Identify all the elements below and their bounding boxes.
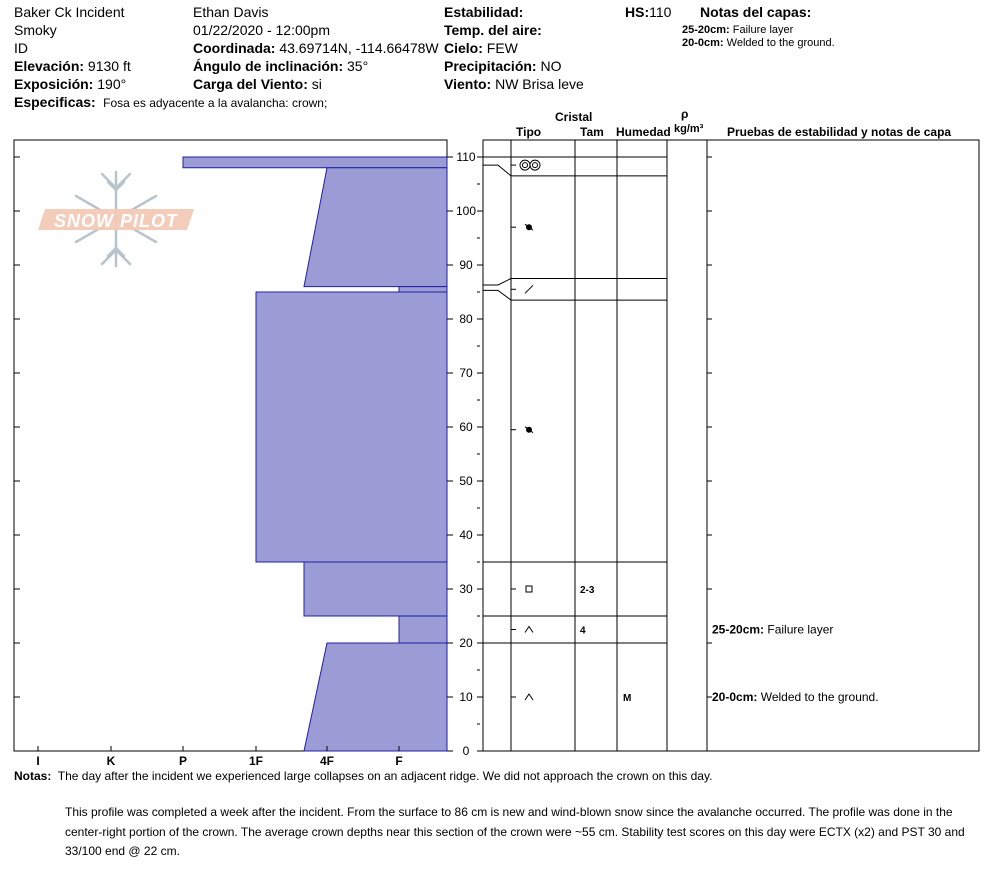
wind-value: NW Brisa leve [495,76,584,92]
strat-connector [483,279,511,285]
hs-label: HS: [625,4,650,20]
stability-label: Estabilidad: [444,4,524,20]
y-tick-label: 50 [459,474,473,488]
sky-label: Cielo: [444,40,483,56]
test-note [712,623,833,637]
y-tick-label: 30 [459,582,473,596]
col-type: Tipo [516,125,542,139]
layer-note-range: 25-20cm: [682,24,730,36]
wind-load-value: si [311,76,322,92]
layer-note-range: 20-0cm: [682,37,724,49]
layer-notes-label: Notas del capas: [700,4,812,20]
rounds-icon [520,160,530,170]
state-name: ID [14,40,28,56]
specifics-value: Fosa es adyacente a la avalancha: crown; [103,96,328,110]
slash-icon [525,285,533,293]
elevation-value: 9130 ft [87,58,131,74]
test-note-range: 25-20cm: [712,622,768,637]
hs-value: 110 [649,4,672,20]
test-note [712,690,879,704]
hardness-label: F [395,754,403,768]
layer-note-text: Failure layer [732,24,794,36]
strat-connector [483,290,511,300]
hardness-layer [304,643,447,751]
strat-lines [483,157,712,751]
y-tick-label: 70 [459,366,473,380]
hardness-layer [304,562,447,616]
elevation-label: Elevación: [14,58,85,74]
crystal-rows [511,160,631,704]
coord-label: Coordinada: [193,40,276,56]
col-tests: Pruebas de estabilidad y notas de capa [727,125,952,139]
hardness-layer [399,616,447,643]
snowpilot-logo [38,209,194,231]
hardness-label: K [106,754,116,768]
hardness-layer [399,287,447,292]
hardness-label: 1F [248,754,264,768]
hardness-layers [183,157,447,751]
test-notes [712,623,879,705]
datetime: 01/22/2020 - 12:00pm [193,22,330,38]
rounds-icon [533,163,538,168]
y-tick-label: 20 [459,636,473,650]
height-axis [447,150,483,758]
col-rho: ρ [681,107,689,121]
hardness-label: I [36,754,40,768]
hardness-scale [36,754,402,768]
crystal-size: 2-3 [580,585,595,596]
aspect-label: Exposición: [14,76,94,92]
notes [14,767,712,785]
hardness-layer [256,292,447,562]
square-icon [526,586,532,592]
col-size: Tam [580,125,604,139]
y-tick-label: 40 [459,528,473,542]
specifics-label: Especificas: [14,94,96,110]
notes-label: Notas: [14,769,52,783]
rounds-icon [530,160,540,170]
col-moisture: Humedad [616,125,671,139]
coord-value: 43.69714N, -114.66478W [279,40,439,56]
crystal-size: 4 [580,625,586,637]
hardness-layer [304,168,447,287]
y-tick-label: 0 [462,744,470,758]
caret-icon [525,627,533,633]
y-tick-label: 110 [456,150,476,164]
wind-load-label: Carga del Viento: [193,76,308,92]
precip-label: Precipitación: [444,58,537,74]
y-tick-label: 80 [459,312,473,326]
precip-value: NO [540,58,562,74]
col-density-unit: kg/m³ [674,123,704,135]
notes-paragraph: This profile was completed a week after the incident. From the surface to 86 cm is new and wind-blown snow since the avalanche occurred. The profile was done in the center-right portion of the crown. The average crown depths near this section of the crown were ~55 cm. Stability test scores on this day were ECTX (x2) and PST 30 and 33/100 end @ 22 cm. [65,805,965,858]
layer-note-text: Welded to the ground. [726,37,835,49]
wind-label: Viento: [444,76,492,92]
range-name: Smoky [14,22,57,38]
y-tick-label: 100 [455,204,477,218]
notes-line-1: The day after the incident we experienced large collapses on an adjacent ridge. We did not approach the crown on this day. [57,769,713,783]
air-temp-label: Temp. del aire: [444,22,542,38]
logo-text: SNOW PILOT [54,211,178,231]
test-note-range: 20-0cm: [712,690,761,704]
sky-value: FEW [486,40,518,56]
col-crystal: Cristal [555,110,593,124]
hardness-label: P [178,754,188,768]
incline-value: 35° [347,58,369,74]
table-columns [511,140,707,751]
test-note-text: Failure layer [767,622,834,637]
test-note-text: Welded to the ground. [760,690,879,704]
y-tick-label: 90 [459,258,473,272]
crystal-moisture: M [623,693,632,704]
y-tick-label: 10 [459,690,473,704]
hardness-label: 4F [319,754,335,768]
strat-connector [483,165,511,176]
crystal-table-frame [483,140,979,751]
rounds-icon [523,163,528,168]
caret-icon [525,694,533,700]
incline-label: Ángulo de inclinación: [193,58,344,74]
aspect-value: 190° [97,76,127,92]
site-name: Baker Ck Incident [14,4,125,20]
hardness-layer [183,157,447,168]
observer: Ethan Davis [193,4,269,20]
y-tick-label: 60 [459,420,473,434]
